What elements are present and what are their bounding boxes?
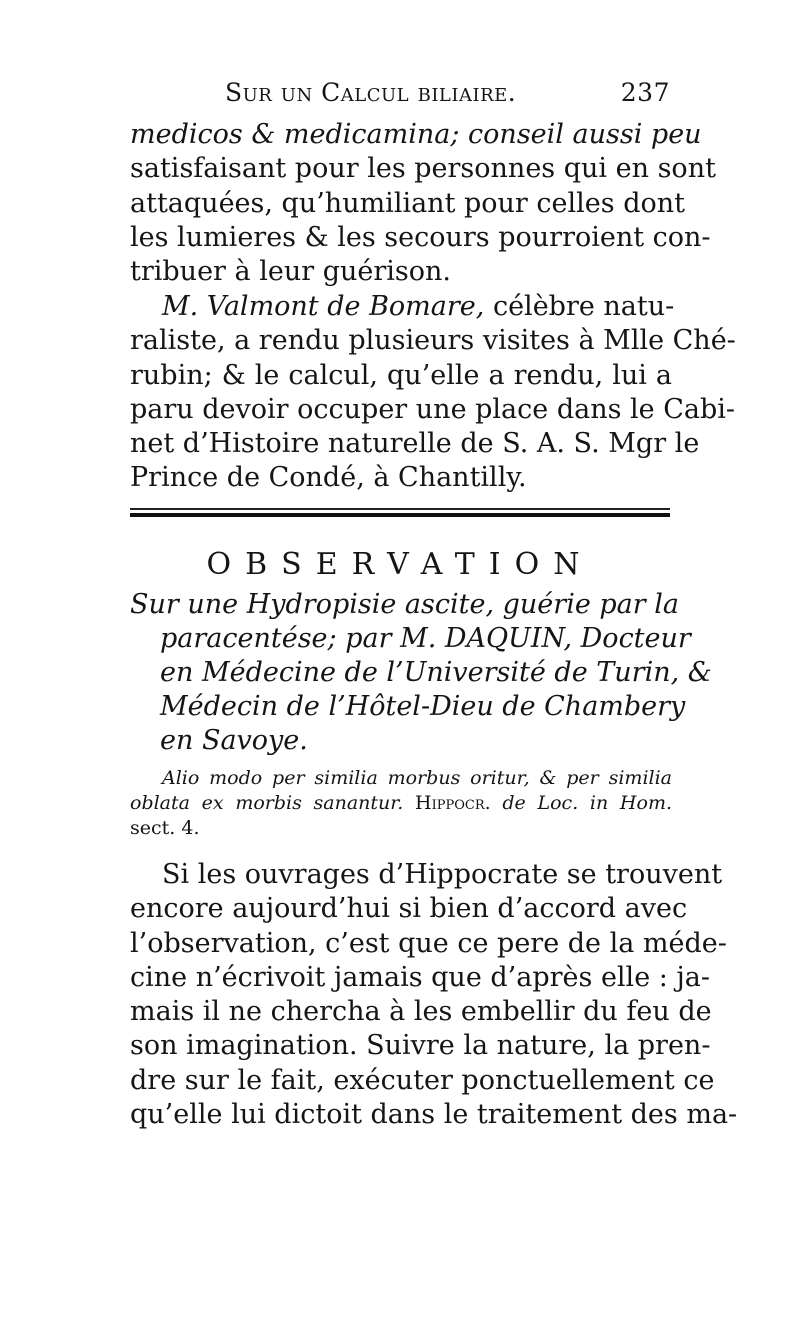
text-line: satisfaisant pour les personnes qui en sont: [130, 153, 716, 185]
text-line: raliste, a rendu plusieurs visites à Mlle Ché-: [130, 325, 736, 357]
epigraph-quote: [130, 766, 672, 841]
epigraph-source: de Loc. in Hom.: [502, 792, 672, 814]
text-line: net d’Histoire naturelle de S. A. S. Mgr le: [130, 428, 700, 460]
text-line: son imagination. Suivre la nature, la pren-: [130, 1030, 711, 1062]
epigraph-line: [130, 791, 672, 816]
text-line: tribuer à leur guérison.: [130, 256, 451, 288]
text-line: qu’elle lui dictoit dans le traitement des ma-: [130, 1099, 738, 1131]
text-line: mais il ne chercha à les embellir du feu de: [130, 996, 712, 1028]
subtitle-line: Médecin de l’Hôtel-Dieu de Chambery: [160, 691, 686, 722]
text-line: rubin; & le calcul, qu’elle a rendu, lui a: [130, 359, 672, 391]
paragraph-bomare: [130, 290, 736, 496]
text-line: Prince de Condé, à Chantilly.: [130, 462, 527, 494]
subtitle-line: en Médecine de l’Université de Turin, &: [160, 657, 712, 688]
epigraph-author: Hippocr.: [415, 792, 491, 814]
paragraph-hippocrate: [130, 858, 738, 1132]
page-number: 237: [620, 78, 670, 107]
text-line: l’observation, c’est que ce pere de la méde-: [130, 927, 727, 959]
text-line: dre sur le fait, exécuter ponctuellement ce: [130, 1064, 715, 1096]
section-divider: [130, 508, 670, 517]
text-fragment: oblata ex morbis sanantur.: [130, 792, 404, 814]
epigraph-line: Alio modo per similia morbus oritur, & per similia: [162, 767, 672, 789]
text-line: cine n’écrivoit jamais que d’après elle : ja-: [130, 961, 711, 993]
running-title: Sur un Calcul biliaire.: [225, 78, 517, 107]
observation-subtitle: [130, 588, 712, 758]
text-line: [130, 290, 675, 324]
subtitle-line: paracentése; par M. DAQUIN, Docteur: [160, 623, 691, 654]
epigraph-line: sect. 4.: [130, 817, 200, 839]
text-line: attaquées, qu’humiliant pour celles dont: [130, 187, 685, 219]
text-line: paru devoir occuper une place dans le Cabi-: [130, 393, 736, 425]
subtitle-line: en Savoye.: [160, 725, 308, 756]
subtitle-line: Sur une Hydropisie ascite, guérie par la: [130, 589, 679, 620]
valmont-de-bomare-name: M. Valmont de Bomare,: [162, 291, 485, 322]
text-line: les lumieres & les secours pourroient con-: [130, 221, 711, 253]
paragraph-continuation: [130, 118, 716, 289]
text-line: encore aujourd’hui si bien d’accord avec: [130, 893, 688, 925]
text-line: Si les ouvrages d’Hippocrate se trouvent: [162, 859, 723, 890]
text-fragment: célèbre natu-: [492, 291, 675, 322]
observation-title: OBSERVATION: [206, 547, 594, 582]
text-line: medicos & medicamina; conseil aussi peu: [130, 119, 702, 150]
